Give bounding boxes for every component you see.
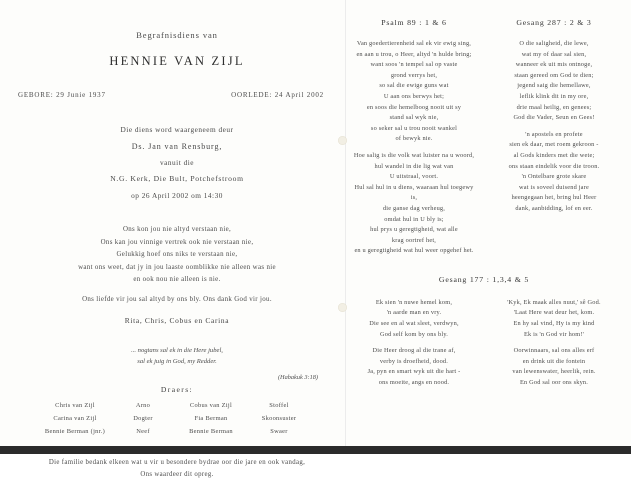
- hymn-line: al Gods kinders met die wete;: [513, 151, 595, 159]
- service-detail-line-1: Die diens word waargeneem deur: [120, 125, 234, 134]
- pallbearer-entry: Neef: [136, 427, 150, 435]
- hymn-line: jegend saig die hemellawe,: [517, 82, 591, 90]
- family-signature: Rita, Chris, Cobus en Carina: [124, 315, 230, 325]
- pallbearer-entry: Bennie Berman: [189, 427, 233, 435]
- hymn-line: ons staan eindelik voor die troon.: [508, 162, 600, 170]
- poem-line: Gelukkig hoef ons niks te verstaan nie,: [116, 251, 238, 259]
- hymn-line: 'n aarde man en vry.: [386, 309, 442, 317]
- hymn-line: God die Vader, Seun en Gees!: [513, 114, 595, 122]
- hymn-gesang-287: [492, 18, 616, 215]
- hymn-line: drie maal heilig, en genees;: [516, 103, 592, 111]
- hymn-line: Ek sien 'n nuwe hemel kom,: [375, 298, 453, 306]
- hymn-gesang-177: [352, 275, 616, 389]
- service-datetime: op 26 April 2002 om 14:30: [131, 191, 223, 200]
- hymn-line: want soos 'n tempel sal op vaste: [370, 61, 458, 69]
- hymn-line: ons moeite, angs en nood.: [378, 379, 450, 387]
- hymn-gesang-287-title: Gesang 287 : 2 & 3: [516, 18, 592, 27]
- right-panel: [352, 18, 616, 438]
- punch-hole-top-icon: [338, 136, 347, 145]
- hymn-line: en soos die hemelboog nooit uit sy: [366, 103, 462, 111]
- hymn-line: Die see en al wat sleet, verdwyn,: [369, 320, 459, 328]
- pallbearers-title: Draers:: [160, 384, 194, 394]
- church-name: N.G. Kerk, Die Bult, Potchefstroom: [110, 174, 244, 183]
- memorial-poem: [18, 224, 336, 307]
- hymn-gesang-177-title: Gesang 177 : 1,3,4 & 5: [438, 274, 530, 284]
- hymn-line: Die Heer droog al die trane af,: [372, 347, 456, 355]
- hymn-line: O die saligheid, die lewe,: [519, 40, 589, 47]
- hymn-line: omdat hul in U bly is;: [384, 215, 444, 223]
- closing-line: Die familie bedank elkeen wat u vir u besondere bydrae oor die jare en ook vandag,: [48, 458, 306, 466]
- pallbearers-list: [41, 402, 313, 435]
- life-dates: [18, 91, 336, 103]
- pallbearer-entry: Carina van Zijl: [53, 414, 97, 422]
- left-panel: [18, 18, 336, 478]
- hymn-psalm-89-body: [352, 39, 476, 257]
- hymn-line: die ganse dag verheug,: [382, 204, 446, 212]
- hymn-line: Oorwinnaars, sal ons alles erf: [513, 347, 595, 355]
- hymn-line: hul prys u geregtigheid, wat alle: [370, 226, 458, 234]
- hymn-line: so seker sal u trou nooit wankel: [370, 124, 458, 132]
- hymn-line: Van goedertierenheid sal ek vir ewig sing,: [356, 40, 472, 47]
- hymn-line: krag oortref het,: [391, 236, 437, 244]
- service-details: [18, 123, 336, 202]
- bottom-band: [0, 446, 631, 454]
- poem-line: want ons weet, dat jy in jou laaste oomblikke nie alleen was nie: [78, 263, 276, 271]
- hymn-line: en u geregtigheid wat hul weer opgehef het.: [354, 247, 474, 255]
- poem-line: Ons kon jou nie altyd verstaan nie,: [122, 226, 232, 233]
- service-heading: Begrafnisdiens van: [136, 30, 218, 40]
- officiant-name: Ds. Jan van Rensburg,: [131, 142, 223, 151]
- hymn-line: God self kom by ons bly.: [379, 330, 449, 338]
- center-fold-line: [345, 0, 346, 446]
- hymn-line: 'n Ontelbare grote skare: [521, 173, 587, 181]
- verse-line: ... nogtans sal ek in die Here jubel,: [131, 346, 223, 354]
- pallbearer-entry: Arno: [135, 401, 151, 409]
- hymn-psalm-89-title: Psalm 89 : 1 & 6: [381, 18, 447, 27]
- hymn-line: hul wandel in die lig wat van: [374, 162, 454, 170]
- hymn-line: wanneer ek uit mis ontnoge,: [515, 61, 593, 69]
- pallbearer-entry: Chris van Zijl: [55, 401, 95, 409]
- deceased-name: HENNIE VAN ZIJL: [109, 54, 245, 68]
- hymn-line: en aan u trou, o Heer, altyd 'n hulde bring;: [356, 50, 472, 58]
- hymn-line: 'Laat Here wat deur het, kom.: [513, 309, 595, 317]
- hymn-line: of bewyk nie.: [395, 135, 433, 143]
- pallbearer-entry: Skoonsuster: [261, 414, 297, 422]
- hymn-line: so sal die ewige guns wat: [379, 82, 449, 90]
- birth-date: GEBORE: 29 Junie 1937: [18, 91, 106, 99]
- hymn-line: U uitstraal, voort.: [389, 173, 439, 181]
- hymn-line: dank, aanbidding, lof en eer.: [515, 204, 593, 212]
- hymn-psalm-89: [352, 18, 476, 257]
- scripture-verse: [18, 345, 336, 367]
- hymn-line: en drink uit die fontein: [522, 357, 586, 365]
- hymn-line: En hy sal vind, Hy is my kind: [513, 320, 595, 328]
- closing-line: Ons waardeer dit opreg.: [140, 470, 214, 478]
- death-date: OORLEDE: 24 April 2002: [231, 91, 324, 99]
- pallbearer-entry: Stoffel: [269, 401, 289, 409]
- hymn-line: Ja, pyn en smart wyk uit die hart -: [367, 368, 461, 376]
- stanza-gap: [18, 287, 336, 294]
- hymn-line: 'n apostels en profete: [525, 130, 583, 138]
- pallbearer-entry: Cobus van Zijl: [189, 401, 233, 409]
- hymn-line: verby is droefheid, dood.: [379, 357, 449, 365]
- poem-line: Ons kan jou vinnige vertrek ook nie verstaan nie,: [100, 238, 254, 246]
- poem-line: en ook nou nie alleen is nie.: [133, 276, 221, 284]
- hymn-gesang-177-columns: [352, 298, 616, 389]
- hymn-line: heengegaan het, bring hul Heer: [511, 194, 597, 202]
- hymn-line: Hoe salig is die volk wat luister na u woord,: [353, 151, 475, 159]
- closing-note: [18, 457, 336, 481]
- verse-line: sal ek juig in God, my Redder.: [137, 357, 217, 365]
- hymn-gesang-177-right-column: [492, 298, 616, 389]
- pallbearer-entry: Dogter: [133, 414, 153, 422]
- service-detail-line-3: vanuit die: [160, 158, 194, 167]
- hymn-gesang-177-left-column: [352, 298, 476, 389]
- hymn-gesang-287-body: [492, 39, 616, 215]
- hymn-line: grond verrys het,: [390, 71, 438, 79]
- hymn-line: wat is soveel duisend jare: [519, 183, 589, 191]
- hymn-line: van lewenswater, heerlik, rein.: [512, 368, 596, 376]
- punch-hole-bottom-icon: [338, 303, 347, 312]
- hymn-line: Ek is 'n God vir hom!': [523, 330, 584, 338]
- hymn-line: stand sal wyk nie,: [389, 114, 439, 122]
- hymn-top-row: [352, 18, 616, 257]
- hymn-line: staan gereed om God te dien;: [514, 71, 594, 79]
- hymn-line: leflik klink dit in my ore,: [519, 92, 589, 100]
- poem-line: Ons liefde vir jou sal altyd by ons bly. Ons dank God vir jou.: [82, 295, 272, 303]
- hymn-line: 'Kyk, Ek maak alles nuut,' sê God.: [507, 298, 601, 306]
- hymn-line: Hul sal hul in u diens, waaraan hul toegewy is,: [354, 183, 474, 202]
- pallbearer-entry: Swaer: [270, 427, 288, 435]
- pallbearer-entry: Fia Berman: [194, 414, 228, 422]
- scripture-reference: (Habakuk 3:18): [277, 373, 318, 381]
- hymn-line: U aan ons berwys het;: [383, 92, 445, 100]
- hymn-line: sien ek daar, met roem gekroon -: [509, 141, 599, 149]
- pallbearer-entry: Bennie Berman (jnr.): [44, 427, 106, 435]
- hymn-line: En God sal oor ons skyn.: [519, 379, 589, 387]
- hymn-line: wat my of daar sal sien,: [521, 50, 587, 58]
